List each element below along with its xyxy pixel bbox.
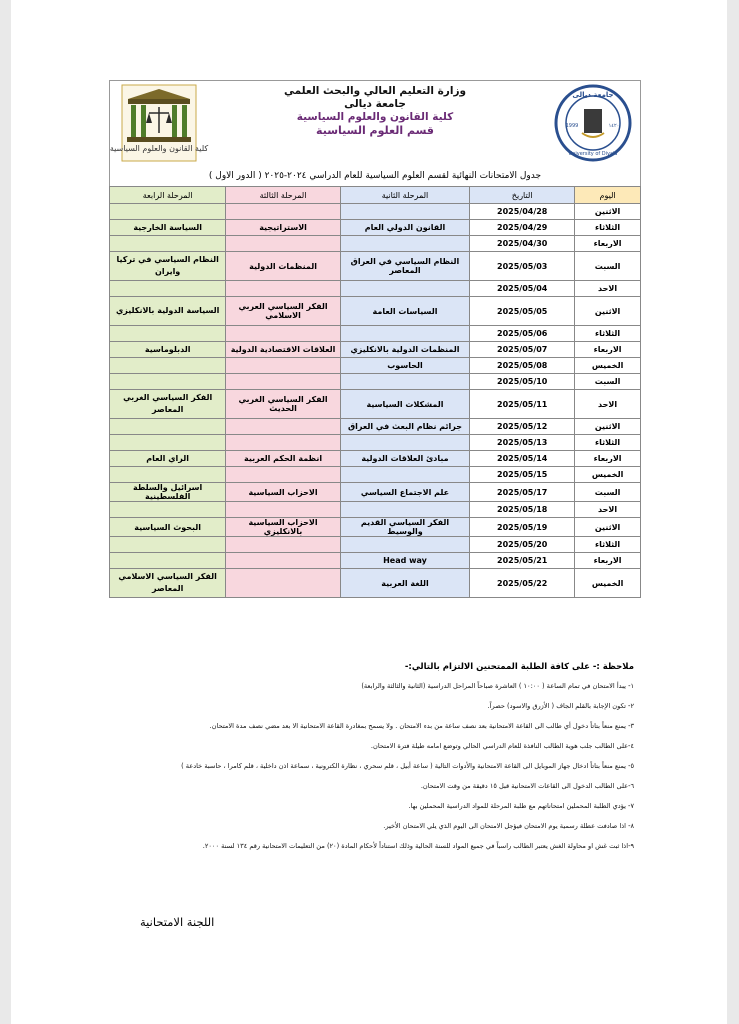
stage-3-cell xyxy=(226,374,340,390)
date-cell: 2025/05/15 xyxy=(470,467,575,483)
stage-3-cell xyxy=(226,569,340,598)
stage-4-cell xyxy=(110,236,226,252)
stage-2-cell xyxy=(340,537,469,553)
stage-2-cell: علم الاجتماع السياسي xyxy=(340,483,469,502)
stage-3-cell: المنظمات الدولية xyxy=(226,252,340,281)
note-item: ٦-على الطالب الدخول الى القاعات الامتحانية قبل ١٥ دقيقة من وقت الامتحان. xyxy=(420,782,634,790)
day-cell: الاربعاء xyxy=(575,451,641,467)
date-cell: 2025/05/04 xyxy=(470,281,575,297)
day-cell: السبت xyxy=(575,374,641,390)
stage-4-cell xyxy=(110,374,226,390)
table-row xyxy=(110,419,641,435)
exam-committee-signature: اللجنة الامتحانية xyxy=(140,915,215,929)
date-cell: 2025/05/07 xyxy=(470,342,575,358)
table-row xyxy=(110,252,641,281)
exam-schedule-table xyxy=(109,186,641,598)
university-logo-year-right: ١٤٢٠ xyxy=(608,123,620,129)
stage-3-cell: الفكر السياسي الغربي الحديث xyxy=(226,390,340,419)
date-cell: 2025/05/06 xyxy=(470,326,575,342)
stage-3-cell: العلاقات الاقتصادية الدولية xyxy=(226,342,340,358)
stage-2-cell: جرائم نظام البعث في العراق xyxy=(340,419,469,435)
table-row xyxy=(110,467,641,483)
stage-4-cell: السياسة الخارجية xyxy=(110,220,226,236)
stage-2-cell xyxy=(340,204,469,220)
table-row xyxy=(110,483,641,502)
stage-3-cell xyxy=(226,326,340,342)
stage-2-cell xyxy=(340,236,469,252)
document-header xyxy=(109,80,641,168)
day-cell: الاثنين xyxy=(575,297,641,326)
table-row xyxy=(110,374,641,390)
table-row xyxy=(110,358,641,374)
notes-list xyxy=(160,680,634,860)
stage-3-cell: الفكر السياسي العربي الاسلامي xyxy=(226,297,340,326)
table-row xyxy=(110,297,641,326)
stage-2-cell xyxy=(340,326,469,342)
day-cell: الاثنين xyxy=(575,518,641,537)
header-titles xyxy=(206,85,544,137)
stage-3-cell xyxy=(226,435,340,451)
header-stage-4: المرحلة الرابعة xyxy=(110,187,226,204)
department-name: قسم العلوم السياسية xyxy=(316,124,434,137)
day-cell: الاربعاء xyxy=(575,553,641,569)
stage-4-cell xyxy=(110,358,226,374)
table-row xyxy=(110,502,641,518)
stage-3-cell xyxy=(226,419,340,435)
date-cell: 2025/05/20 xyxy=(470,537,575,553)
day-cell: الثلاثاء xyxy=(575,537,641,553)
stage-2-cell xyxy=(340,435,469,451)
header-stage-2: المرحلة الثانية xyxy=(340,187,469,204)
header-stage-3: المرحلة الثالثة xyxy=(226,187,340,204)
note-item: ٤-على الطالب جلب هوية الطالب النافذة للعام الدراسي الحالي وتوضع امامه طيلة فترة الامتحان. xyxy=(370,742,634,750)
day-cell: السبت xyxy=(575,252,641,281)
date-cell: 2025/05/14 xyxy=(470,451,575,467)
stage-4-cell xyxy=(110,537,226,553)
stage-2-cell: الحاسوب xyxy=(340,358,469,374)
stage-2-cell: Head way xyxy=(340,553,469,569)
stage-3-cell: الاحزاب السياسية بالانكليزي xyxy=(226,518,340,537)
note-item: ١- يبدأ الامتحان في تمام الساعة ( ١٠:٠٠ ) العاشرة صباحاً المراحل الدراسية (الثانية والثالثة والرابعة) xyxy=(361,682,634,690)
stage-2-cell: مبادئ العلاقات الدولية xyxy=(340,451,469,467)
stage-3-cell: الاحزاب السياسية xyxy=(226,483,340,502)
table-row xyxy=(110,435,641,451)
stage-4-cell: النظام السياسي في تركيا وايران xyxy=(110,252,226,281)
stage-4-cell: البحوث السياسية xyxy=(110,518,226,537)
day-cell: الاربعاء xyxy=(575,342,641,358)
university-name: جامعة ديالى xyxy=(344,98,406,110)
stage-3-cell: انظمة الحكم العربية xyxy=(226,451,340,467)
table-row xyxy=(110,342,641,358)
date-cell: 2025/05/10 xyxy=(470,374,575,390)
table-row xyxy=(110,390,641,419)
date-cell: 2025/05/12 xyxy=(470,419,575,435)
stage-3-cell xyxy=(226,467,340,483)
table-body xyxy=(110,204,641,598)
day-cell: الخميس xyxy=(575,358,641,374)
stage-4-cell xyxy=(110,281,226,297)
day-cell: الاربعاء xyxy=(575,236,641,252)
university-logo-year-left: 1999 xyxy=(565,123,579,129)
stage-2-cell: المنظمات الدولية بالانكليزي xyxy=(340,342,469,358)
stage-2-cell: اللغة العربية xyxy=(340,569,469,598)
note-item: ٨- اذا صادفت عطلة رسمية يوم الامتحان فيؤجل الامتحان الى اليوم الذي يلي الامتحان الأخير. xyxy=(383,822,634,830)
day-cell: الاثنين xyxy=(575,419,641,435)
date-cell: 2025/04/29 xyxy=(470,220,575,236)
university-logo xyxy=(552,83,634,163)
stage-4-cell xyxy=(110,204,226,220)
date-cell: 2025/05/08 xyxy=(470,358,575,374)
table-row xyxy=(110,553,641,569)
stage-3-cell xyxy=(226,537,340,553)
table-header-row xyxy=(110,187,641,204)
day-cell: الثلاثاء xyxy=(575,220,641,236)
table-row xyxy=(110,204,641,220)
date-cell: 2025/04/28 xyxy=(470,204,575,220)
stage-2-cell: النظام السياسي في العراق المعاصر xyxy=(340,252,469,281)
day-cell: الثلاثاء xyxy=(575,435,641,451)
stage-2-cell: القانون الدولي العام xyxy=(340,220,469,236)
stage-4-cell: الفكر السياسي الاسلامي المعاصر xyxy=(110,569,226,598)
day-cell: الاحد xyxy=(575,390,641,419)
header-date: التاريخ xyxy=(470,187,575,204)
ministry-name: وزارة التعليم العالي والبحث العلمي xyxy=(283,85,467,97)
table-row xyxy=(110,537,641,553)
date-cell: 2025/04/30 xyxy=(470,236,575,252)
stage-4-cell xyxy=(110,502,226,518)
date-cell: 2025/05/11 xyxy=(470,390,575,419)
stage-3-cell xyxy=(226,204,340,220)
stage-3-cell xyxy=(226,236,340,252)
stage-3-cell xyxy=(226,502,340,518)
college-logo-text: كلية القانون والعلوم السياسية xyxy=(109,144,209,153)
notes-title: ملاحظة :- على كافة الطلبة الممتحنين الالتزام بالتالي:- xyxy=(404,662,634,672)
stage-4-cell xyxy=(110,467,226,483)
date-cell: 2025/05/13 xyxy=(470,435,575,451)
schedule-title: جدول الامتحانات النهائية لقسم العلوم السياسية للعام الدراسي ٢٠٢٤-٢٠٢٥ ( الدور الاول ) xyxy=(109,166,641,187)
date-cell: 2025/05/05 xyxy=(470,297,575,326)
note-item: ٣- يمنع منعاً بتاتاً دخول أي طالب الى القاعة الامتحانية بعد نصف ساعة من بدء الامتحان . ولا يسمح بمغادرة القاعة الامتحانية الا بعد مضي نصف مدة الامتحان. xyxy=(209,722,634,730)
date-cell: 2025/05/21 xyxy=(470,553,575,569)
note-item: ٧- يؤدي الطلبة المحملين امتحاناتهم مع طلبة المرحلة للمواد الدراسية المحملين بها. xyxy=(408,802,634,810)
table-row xyxy=(110,236,641,252)
date-cell: 2025/05/18 xyxy=(470,502,575,518)
day-cell: الاحد xyxy=(575,502,641,518)
stage-4-cell xyxy=(110,435,226,451)
stage-3-cell xyxy=(226,553,340,569)
university-logo-text: جامعة ديالى xyxy=(572,91,614,99)
stage-2-cell xyxy=(340,502,469,518)
stage-4-cell: اسرائيل والسلطة الفلسطينية xyxy=(110,483,226,502)
stage-2-cell xyxy=(340,467,469,483)
date-cell: 2025/05/03 xyxy=(470,252,575,281)
table-row xyxy=(110,220,641,236)
day-cell: الثلاثاء xyxy=(575,326,641,342)
stage-4-cell: السياسة الدولية بالانكليزي xyxy=(110,297,226,326)
college-logo xyxy=(109,83,209,163)
day-cell: الاحد xyxy=(575,281,641,297)
stage-4-cell: الراي العام xyxy=(110,451,226,467)
date-cell: 2025/05/17 xyxy=(470,483,575,502)
day-cell: الخميس xyxy=(575,569,641,598)
stage-2-cell: المشكلات السياسية xyxy=(340,390,469,419)
stage-4-cell: الفكر السياسي الغربي المعاصر xyxy=(110,390,226,419)
day-cell: الخميس xyxy=(575,467,641,483)
table-row xyxy=(110,281,641,297)
note-item: ٩-اذا ثبت غش او محاولة الغش يعتبر الطالب راسباً في جميع المواد للسنة الحالية وذلك استناداً لأحكام المادة (٢٠) من التعليمات الامتحانية رقم ١٣٤ لسنة ٢٠٠٠. xyxy=(202,842,634,850)
table-row xyxy=(110,518,641,537)
stage-3-cell xyxy=(226,281,340,297)
header-day: اليوم xyxy=(575,187,641,204)
stage-2-cell: الفكر السياسي القديم والوسيط xyxy=(340,518,469,537)
stage-2-cell: السياسات العامة xyxy=(340,297,469,326)
stage-4-cell: الدبلوماسية xyxy=(110,342,226,358)
date-cell: 2025/05/22 xyxy=(470,569,575,598)
stage-2-cell xyxy=(340,374,469,390)
stage-2-cell xyxy=(340,281,469,297)
note-item: ٥- يمنع منعاً بتاتاً ادخال جهاز الموبايل الى القاعة الامتحانية والأدوات التالية ( ساعة أبيل ، قلم سحري ، نظارة الكترونية ، سماعة اذن داخلية ، قلم كامرا ، حاسبة خادعة ) xyxy=(181,762,634,770)
date-cell: 2025/05/19 xyxy=(470,518,575,537)
table-row xyxy=(110,326,641,342)
stage-3-cell: الاستراتيجية xyxy=(226,220,340,236)
note-item: ٢- تكون الإجابة بالقلم الجاف ( الأزرق والاسود) حصراً. xyxy=(487,702,634,710)
stage-4-cell xyxy=(110,419,226,435)
stage-4-cell xyxy=(110,553,226,569)
university-logo-subtext: University of Diyala xyxy=(568,151,618,157)
day-cell: السبت xyxy=(575,483,641,502)
stage-3-cell xyxy=(226,358,340,374)
stage-4-cell xyxy=(110,326,226,342)
table-row xyxy=(110,451,641,467)
day-cell: الاثنين xyxy=(575,204,641,220)
table-row xyxy=(110,569,641,598)
college-name: كلية القانون والعلوم السياسية xyxy=(296,111,454,123)
